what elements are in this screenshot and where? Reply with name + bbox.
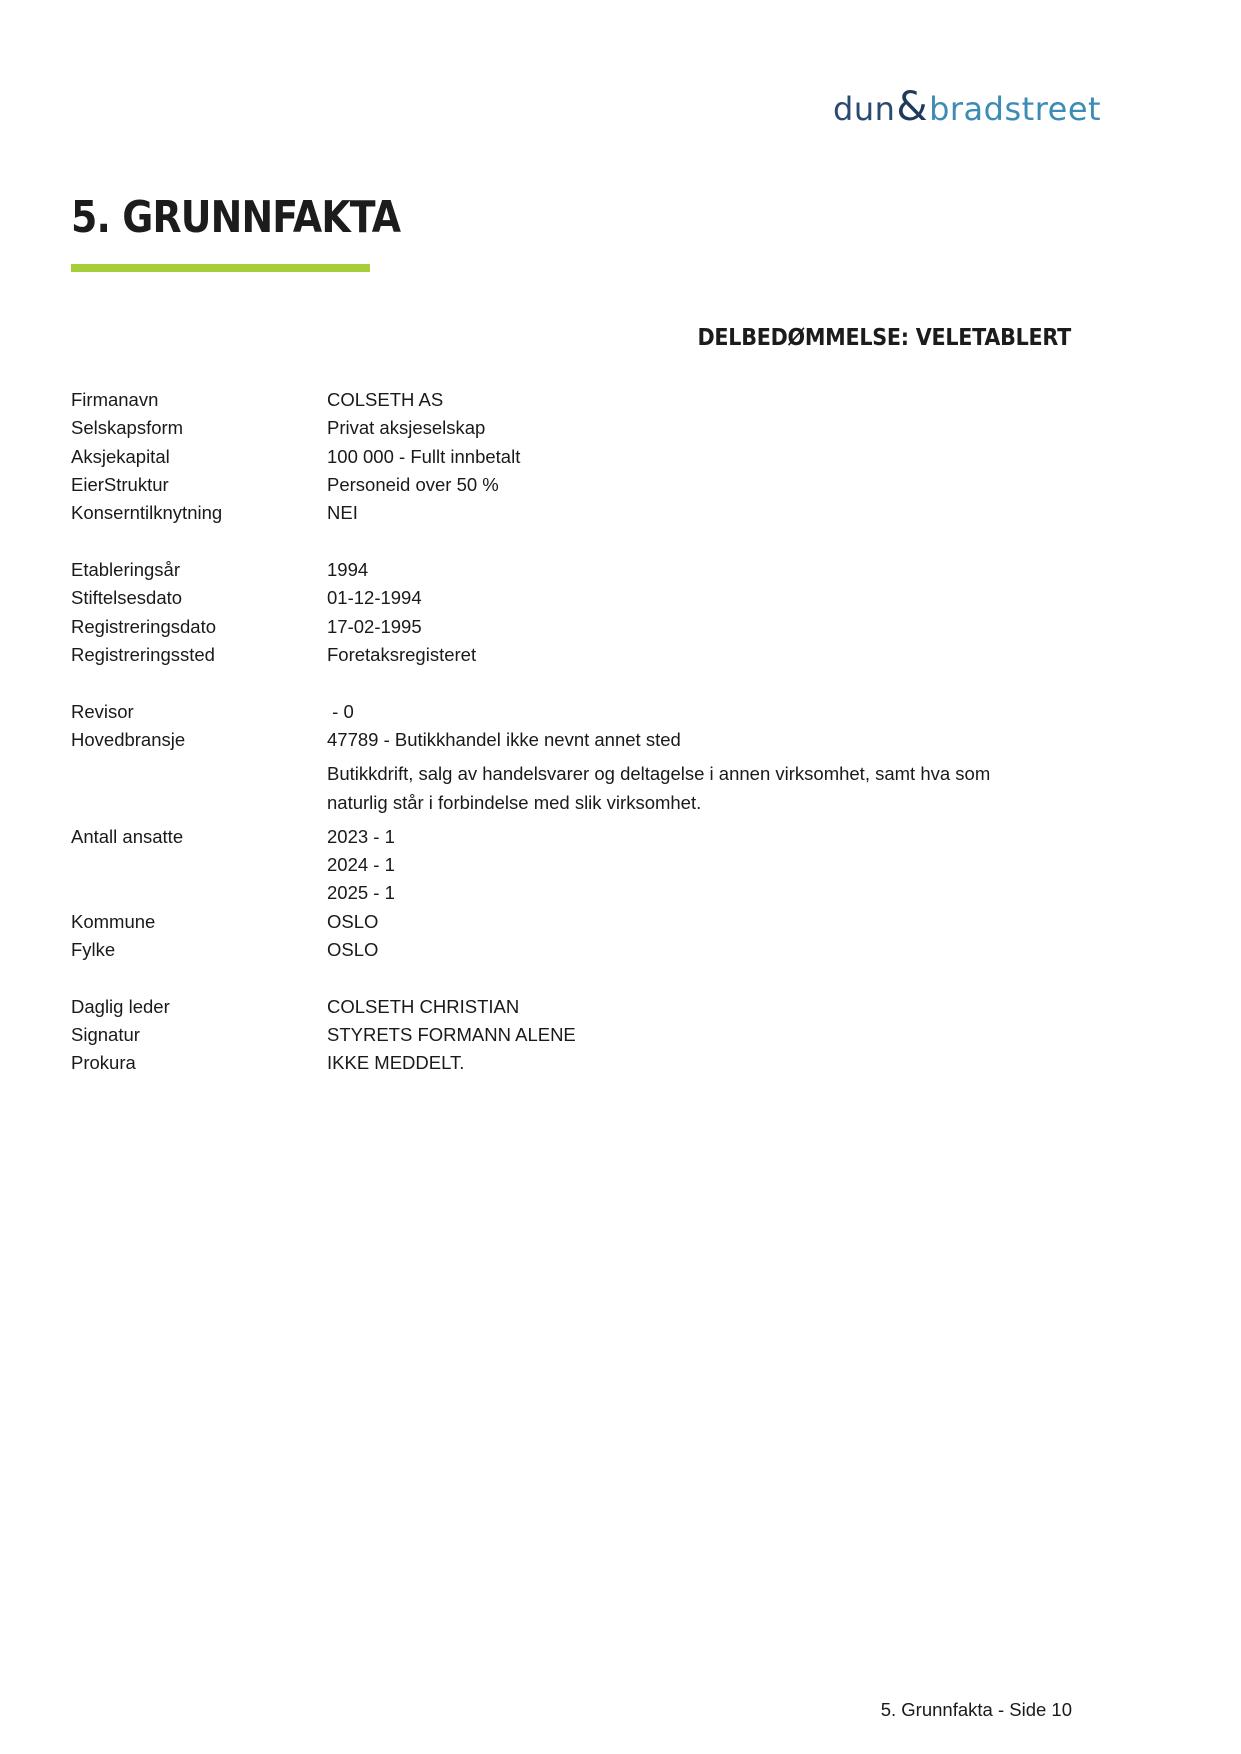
fact-value: COLSETH AS [327, 389, 444, 410]
fact-row-aksjekapital [71, 443, 1071, 471]
fact-label: Registreringssted [71, 643, 215, 665]
fact-value: 2024 - 1 [327, 854, 395, 876]
logo-text-dun: dun [833, 90, 896, 128]
spacer [71, 964, 1071, 993]
fact-label-empty [71, 851, 327, 879]
fact-value: OSLO [327, 910, 379, 932]
fact-row-konserntilknytning [71, 499, 1071, 527]
fact-label: Etableringsår [71, 558, 181, 580]
fact-row-antall-ansatte-2025 [71, 879, 1071, 907]
fact-label: Aksjekapital [71, 445, 170, 467]
fact-row-stiftelsesdato [71, 584, 1071, 612]
fact-label: Revisor [71, 700, 134, 722]
fact-row-fylke [71, 936, 1071, 964]
fact-row-daglig-leder [71, 993, 1071, 1021]
fact-row-firmanavn [71, 386, 1071, 414]
page-footer: 5. Grunnfakta - Side 10 [880, 1699, 1072, 1720]
fact-label: Prokura [71, 1052, 136, 1074]
fact-value: 1994 [327, 558, 369, 580]
fact-label: Daglig leder [71, 995, 170, 1017]
fact-row-antall-ansatte [71, 823, 1071, 851]
fact-value: 47789 - Butikkhandel ikke nevnt annet sted [327, 728, 681, 750]
fact-label: EierStruktur [71, 473, 169, 495]
spacer [71, 527, 1071, 556]
fact-row-signatur [71, 1021, 1071, 1049]
section-title: 5. GRUNNFAKTA [71, 192, 401, 243]
fact-value: 2023 - 1 [327, 825, 395, 847]
fact-value: STYRETS FORMANN ALENE [327, 1024, 576, 1046]
fact-value: 100 000 - Fullt innbetalt [327, 445, 521, 467]
fact-label: Konserntilknytning [71, 502, 223, 524]
fact-label: Kommune [71, 910, 156, 932]
fact-row-registreringsdato [71, 613, 1071, 641]
fact-label: Antall ansatte [71, 825, 184, 847]
fact-value: OSLO [327, 939, 379, 961]
facts-table [71, 386, 1071, 1078]
fact-row-antall-ansatte-2024 [71, 851, 1071, 879]
fact-value: - 0 [327, 700, 354, 722]
fact-row-hovedbransje [71, 726, 1071, 754]
fact-row-revisor [71, 698, 1071, 726]
fact-label: Hovedbransje [71, 728, 186, 750]
spacer [71, 669, 1071, 698]
fact-row-prokura [71, 1049, 1071, 1077]
fact-label: Stiftelsesdato [71, 587, 183, 609]
fact-label: Firmanavn [71, 389, 159, 410]
fact-row-registreringssted [71, 641, 1071, 669]
fact-value: Personeid over 50 % [327, 473, 499, 495]
fact-row-eierstruktur [71, 471, 1071, 499]
fact-label: Registreringsdato [71, 615, 216, 637]
fact-value: 17-02-1995 [327, 615, 422, 637]
fact-value: 2025 - 1 [327, 882, 395, 904]
fact-row-etableringsar [71, 556, 1071, 584]
fact-row-kommune [71, 908, 1071, 936]
fact-label: Signatur [71, 1024, 140, 1046]
fact-value: 01-12-1994 [327, 587, 422, 609]
title-accent-bar [71, 264, 370, 272]
rating-heading: DELBEDØMMELSE: VELETABLERT [697, 325, 1071, 351]
fact-value: IKKE MEDDELT. [327, 1052, 465, 1074]
fact-row-selskapsform [71, 414, 1071, 442]
business-description: Butikkdrift, salg av handelsvarer og deltagelse i annen virksomhet, samt hva som naturlig står i forbindelse med slik virksomhet. [327, 763, 991, 813]
fact-value: Privat aksjeselskap [327, 417, 486, 439]
fact-label: Fylke [71, 939, 116, 961]
fact-value: COLSETH CHRISTIAN [327, 995, 520, 1017]
logo-text-bradstreet: bradstreet [929, 90, 1102, 128]
dun-bradstreet-logo [833, 80, 1102, 130]
fact-label: Selskapsform [71, 417, 184, 439]
logo-ampersand: & [896, 84, 929, 130]
fact-value: Foretaksregisteret [327, 643, 477, 665]
fact-value: NEI [327, 502, 358, 524]
fact-label-empty [71, 879, 327, 907]
